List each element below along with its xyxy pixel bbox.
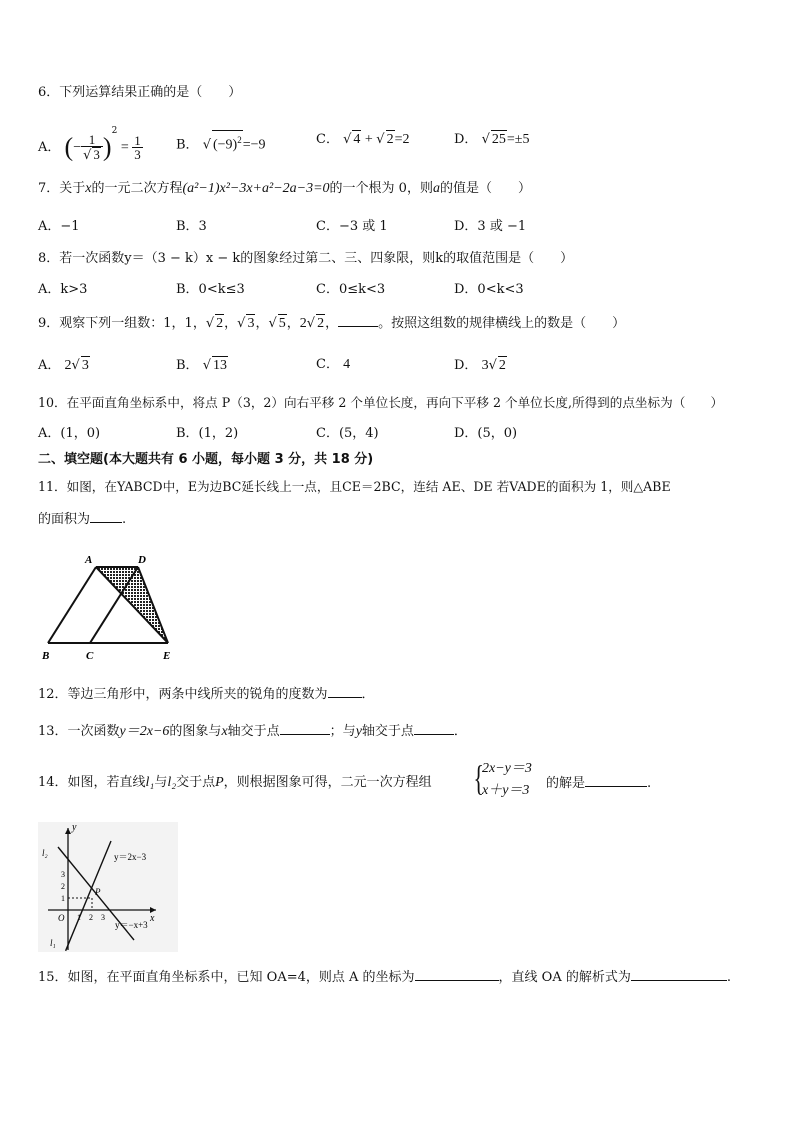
answer-blank — [90, 510, 122, 523]
q14-stem: 14．如图，若直线l₁与l₂交于点P，则根据图象可得，二元一次方程组 — [38, 775, 432, 790]
q8-stem: 8．若一次函数y＝（3 − k）x − k的图象经过第二、三、四象限，则k的取值范围是（ ） — [38, 251, 574, 266]
tick-x-2: 2 — [89, 913, 93, 922]
q8-option-b: B．0<k≤3 — [176, 282, 245, 297]
tick-y-2: 2 — [61, 882, 65, 891]
line-b-label: y＝−x+3 — [115, 920, 148, 930]
q10-stem: 10．在平面直角坐标系中，将点 P（3，2）向右平移 2 个单位长度，再向下平移 2 个单位长度,所得到的点坐标为（ ） — [38, 395, 724, 410]
answer-blank — [415, 968, 499, 981]
q7-option-b: B．3 — [176, 219, 207, 234]
q9-option-b: B． √ 13 — [176, 358, 227, 373]
q10-option-a: A．(1，0) — [38, 426, 101, 441]
label-d: D — [138, 554, 146, 566]
q14-graph — [38, 822, 178, 952]
q9-stem: 9．观察下列一组数：1，1，√ 2，√ 3，√ 5，2√ 2， 。按照这组数的规律横线上的数是（ ） — [38, 316, 626, 331]
q10-option-b: B．(1，2) — [176, 426, 239, 441]
tick-y-1: 1 — [61, 894, 65, 903]
label-a: A — [85, 554, 93, 566]
answer-blank — [328, 685, 362, 698]
q7-stem: 7．关于x的一元二次方程(a²−1)x²−3x+a²−2a−3=0的一个根为 0，则a的值是（ ） — [38, 181, 531, 196]
q15-stem: 15．如图，在平面直角坐标系中，已知 OA=4，则点 A 的坐标为 ，直线 OA 的解析式为 . — [38, 970, 731, 985]
origin-label: O — [58, 913, 65, 923]
q13-stem: 13．一次函数y＝2x−6的图象与x轴交于点 ；与y轴交于点 ． — [38, 724, 467, 739]
q11-stem-line2: 的面积为 . — [38, 512, 127, 527]
q6-option-c: C． √ 4 + √ 2=2 — [316, 132, 410, 147]
q11-figure — [38, 553, 178, 663]
q10-option-c: C．(5，4) — [316, 426, 379, 441]
l1-label: l₁ — [50, 938, 56, 948]
q6-option-b: B． √ $(-9)^2=-9$ — [176, 130, 266, 155]
answer-blank — [631, 968, 727, 981]
equation-1: 2x−y＝3 — [482, 761, 532, 776]
q11-stem-line1: 11．如图，在YABCD中，E为边BC延长线上一点，且CE＝2BC，连结 AE、DE 若VADE的面积为 1，则△ABE — [38, 479, 671, 494]
q8-option-c: C．0≤k<3 — [316, 282, 386, 297]
point-p-label: P — [95, 887, 101, 897]
answer-blank — [280, 722, 330, 735]
q8-option-d: D．0<k<3 — [454, 282, 524, 297]
tick-x-1: 1 — [77, 913, 81, 922]
q14-answer: 的解是 . — [546, 776, 652, 791]
q10-option-d: D．(5，0) — [454, 426, 518, 441]
answer-blank — [585, 774, 647, 787]
q9-option-d: D． 3√ 2 — [454, 358, 506, 373]
tick-y-3: 3 — [61, 870, 65, 879]
x-label: x — [150, 913, 155, 924]
y-label: y — [72, 822, 77, 833]
q6-option-d: D． √ 25=±5 — [454, 132, 530, 147]
q8-option-a: A．k>3 — [38, 282, 88, 297]
l2-label: l₂ — [42, 848, 48, 858]
label-e: E — [163, 650, 171, 662]
label-b: B — [42, 650, 50, 662]
option-label: A． — [38, 140, 61, 155]
q7-option-a: A．−1 — [38, 219, 80, 234]
segment-ab — [48, 567, 96, 643]
q6-stem: 6．下列运算结果正确的是（ ） — [38, 85, 242, 100]
tick-x-3: 3 — [101, 913, 105, 922]
q6-option-a: A． (− $\frac{1}{√ 3}$ )$^2$ = $\frac{1}{3}$ — [38, 126, 141, 163]
q9-option-a: A． 2√ 3 — [38, 358, 89, 373]
equation-2: x＋y＝3 — [482, 783, 530, 798]
answer-blank — [338, 314, 378, 327]
section-heading: 二、填空题(本大题共有 6 小题，每小题 3 分，共 18 分) — [38, 452, 374, 467]
q9-option-c: C． 4 — [316, 357, 351, 372]
q7-option-d: D．3 或 −1 — [454, 219, 527, 234]
q12-stem: 12．等边三角形中，两条中线所夹的锐角的度数为 ． — [38, 687, 375, 702]
answer-blank — [414, 722, 454, 735]
line-a-label: y＝2x−3 — [114, 852, 147, 862]
q7-option-c: C．−3 或 1 — [316, 219, 388, 234]
label-c: C — [86, 650, 94, 662]
